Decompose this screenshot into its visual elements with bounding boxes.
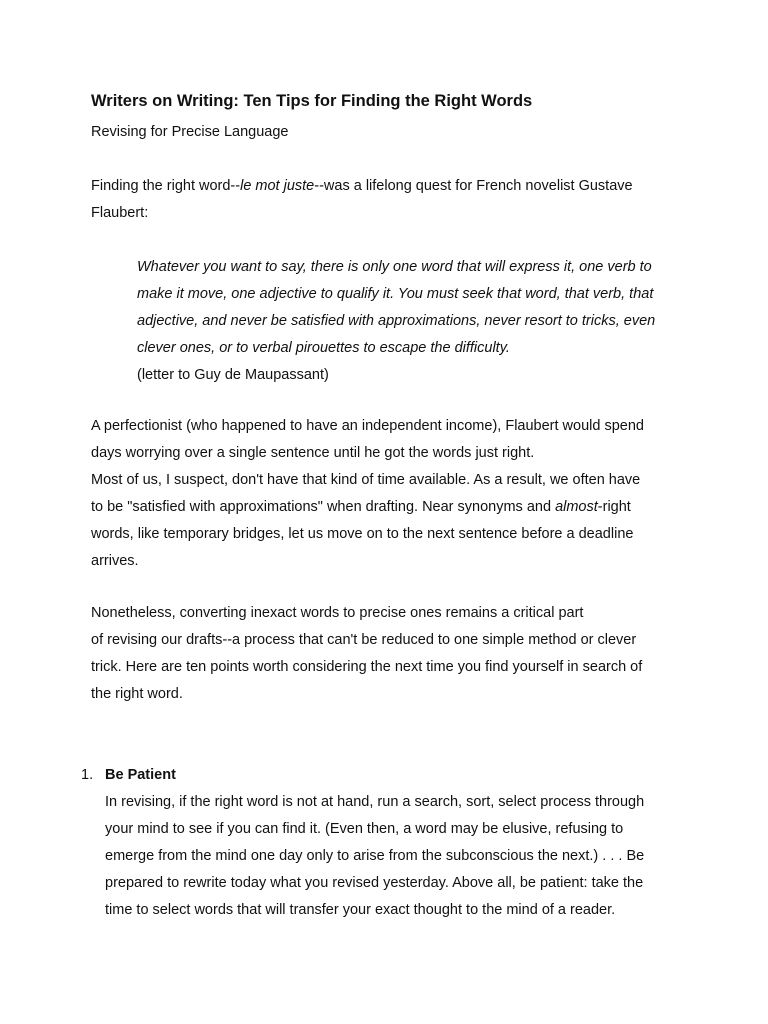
intro-line-2: Flaubert: — [91, 205, 149, 221]
paragraph-line: of revising our drafts--a process that can't be reduced to one simple method or clever — [91, 632, 637, 648]
document-title: Writers on Writing: Ten Tips for Finding the Right Words — [91, 92, 533, 110]
quote-line: make it move, one adjective to qualify it. You must seek that word, that verb, that — [137, 286, 654, 302]
paragraph-line — [91, 494, 644, 521]
quote-line: clever ones, or to verbal pirouettes to escape the difficulty. — [137, 340, 510, 356]
list-item-number: 1. — [81, 767, 94, 783]
list-item-line: prepared to rewrite today what you revised yesterday. Above all, be patient: take the — [105, 875, 644, 891]
list-item-line: time to select words that will transfer your exact thought to the mind of a reader. — [105, 902, 616, 918]
paragraph-perfectionist — [91, 413, 644, 575]
paragraph-text-a: to be "satisfied with approximations" when drafting. Near synonyms and — [91, 499, 556, 515]
intro-text-a: Finding the right word-- — [91, 178, 241, 194]
list-item-line: your mind to see if you can find it. (Even then, a word may be elusive, refusing to — [105, 821, 624, 837]
paragraph-line: A perfectionist (who happened to have an independent income), Flaubert would spend — [91, 418, 644, 434]
list-item-body — [105, 789, 644, 924]
list-item-line: In revising, if the right word is not at hand, run a search, sort, select process through — [105, 794, 645, 810]
document-subtitle: Revising for Precise Language — [91, 124, 289, 140]
paragraph-line: arrives. — [91, 553, 139, 569]
paragraph-line: days worrying over a single sentence until he got the words just right. — [91, 445, 535, 461]
list-item-heading: Be Patient — [105, 767, 176, 783]
paragraph-line: Most of us, I suspect, don't have that kind of time available. As a result, we often have — [91, 472, 641, 488]
paragraph-line: words, like temporary bridges, let us move on to the next sentence before a deadline — [91, 526, 634, 542]
paragraph-line: the right word. — [91, 686, 183, 702]
intro-text-b: --was a lifelong quest for French novelist Gustave — [314, 178, 633, 194]
quote-line: adjective, and never be satisfied with approximations, never resort to tricks, even — [137, 313, 656, 329]
intro-paragraph — [91, 173, 633, 227]
list-item-line: emerge from the mind one day only to arise from the subconscious the next.) . . . Be — [105, 848, 645, 864]
paragraph-line: Nonetheless, converting inexact words to precise ones remains a critical part — [91, 605, 584, 621]
quote-citation: (letter to Guy de Maupassant) — [137, 367, 329, 383]
intro-emphasis: le mot juste — [240, 178, 315, 194]
paragraph-emphasis: almost — [555, 499, 598, 515]
intro-line-1 — [91, 173, 633, 200]
flaubert-quote — [137, 254, 655, 389]
paragraph-nonetheless — [91, 600, 642, 708]
quote-line: Whatever you want to say, there is only one word that will express it, one verb to — [137, 259, 652, 275]
paragraph-line: trick. Here are ten points worth considering the next time you find yourself in search of — [91, 659, 643, 675]
paragraph-text-b: -right — [597, 499, 631, 515]
